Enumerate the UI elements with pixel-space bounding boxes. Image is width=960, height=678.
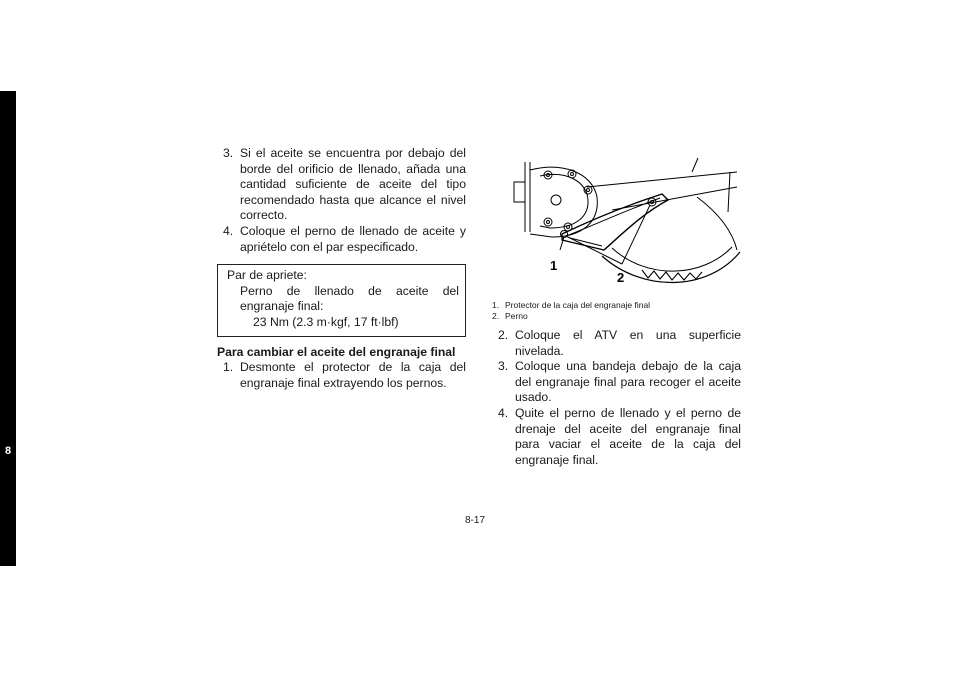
step-3 xyxy=(217,146,466,224)
callout-1: 1 xyxy=(550,258,558,273)
caption-item xyxy=(492,300,742,311)
right-column xyxy=(492,328,741,468)
caption-text: Perno xyxy=(505,311,528,321)
step-text: Coloque una bandeja debajo de la caja del engranaje final para recoger el aceite usado. xyxy=(515,359,741,405)
callout-2: 2 xyxy=(617,270,625,285)
step-text: Coloque el ATV en una superficie nivelada. xyxy=(515,328,741,358)
caption-item xyxy=(492,311,742,322)
torque-spec-box xyxy=(217,264,466,336)
step-number: 3. xyxy=(223,146,234,160)
spec-value: 23 Nm (2.3 m·kgf, 17 ft·lbf) xyxy=(253,314,399,329)
step-text: Quite el perno de llenado y el perno de drenaje del aceite del engranaje final para vaciar el aceite de la caja del engranaje final. xyxy=(515,405,741,467)
caption-number: 1. xyxy=(492,300,500,310)
figure-captions xyxy=(492,300,742,322)
final-gear-case-illustration xyxy=(492,152,742,296)
step-text: Si el aceite se encuentra por debajo del borde del orificio de llenado, añada una cantidad suficiente de aceite del tipo recomendado hasta que alcance el nivel correcto. xyxy=(240,146,466,223)
step-text: Coloque el perno de llenado de aceite y apriételo con el par especificado. xyxy=(240,223,466,254)
caption-number: 2. xyxy=(492,311,500,321)
step-3 xyxy=(492,359,741,406)
step-number: 4. xyxy=(223,223,234,238)
step-4 xyxy=(492,406,741,468)
chapter-tab xyxy=(0,91,16,566)
section-title: Para cambiar el aceite del engranaje final xyxy=(217,344,456,359)
page-number: 8-17 xyxy=(465,515,486,526)
chapter-tab-number: 8 xyxy=(5,445,12,457)
illustration-svg xyxy=(492,152,742,296)
step-1 xyxy=(217,360,466,391)
step-number: 4. xyxy=(498,405,509,420)
step-number: 3. xyxy=(498,359,509,374)
step-number: 2. xyxy=(498,328,509,342)
step-text: Desmonte el protector de la caja del engranaje final extrayendo los pernos. xyxy=(240,360,466,390)
left-column xyxy=(217,146,466,391)
step-4 xyxy=(217,224,466,255)
caption-text: Protector de la caja del engranaje final xyxy=(505,300,651,310)
spec-label: Par de apriete: xyxy=(227,268,307,283)
step-2 xyxy=(492,328,741,359)
spec-item: Perno de llenado de aceite del engranaje final: xyxy=(240,283,459,314)
step-number: 1. xyxy=(223,360,234,375)
